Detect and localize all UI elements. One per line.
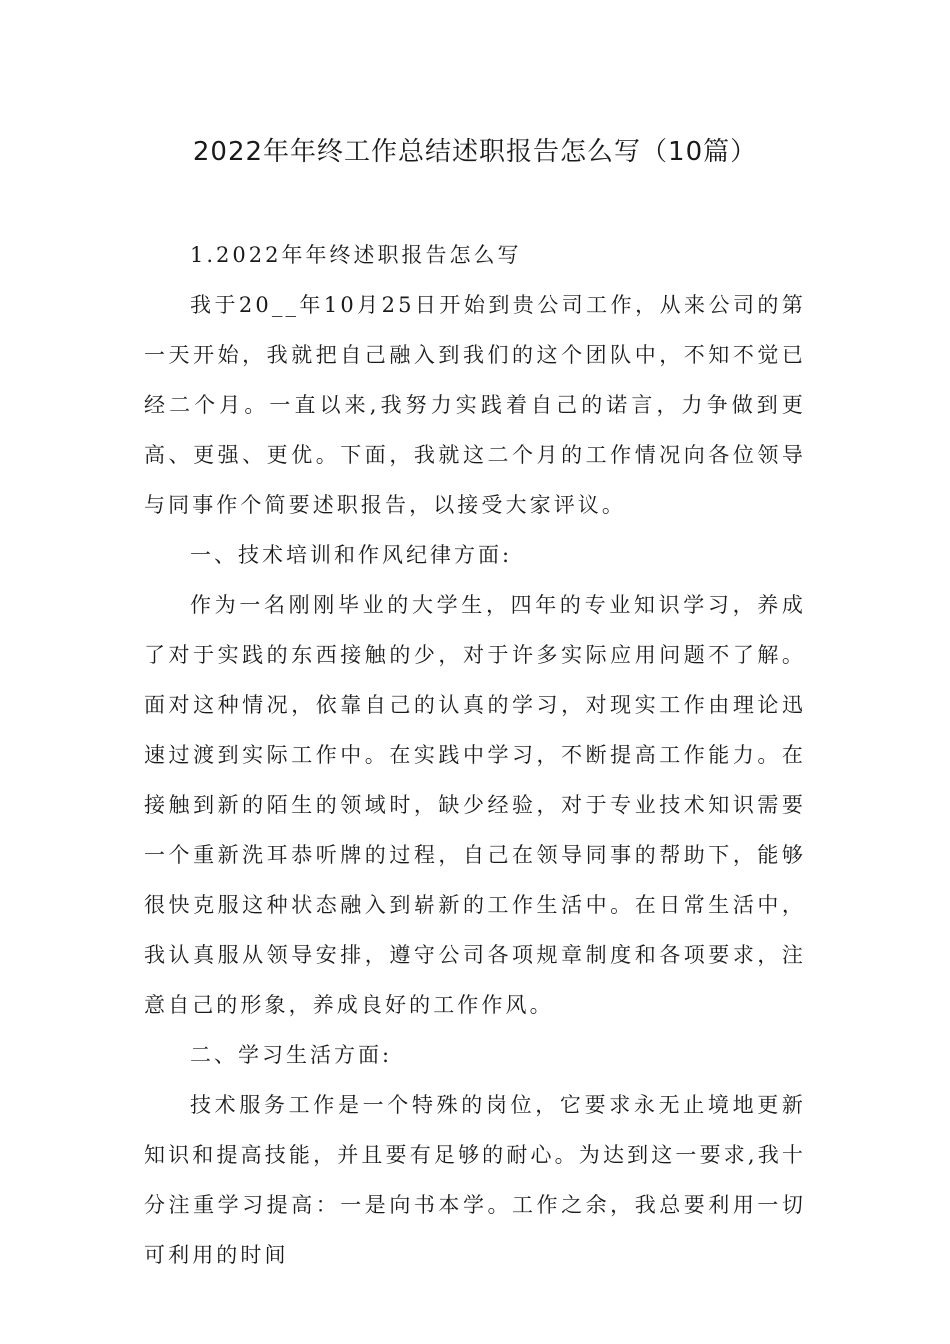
document-body [144, 230, 806, 1280]
body-paragraph-2: 作为一名刚刚毕业的大学生，四年的专业知识学习，养成了对于实践的东西接触的少，对于许多实际应用问题不了解。面对这种情况，依靠自己的认真的学习，对现实工作由理论迅速过渡到实际工作中。在实践中学习，不断提高工作能力。在接触到新的陌生的领域时，缺少经验，对于专业技术知识需要一个重新洗耳恭听牌的过程，自己在领导同事的帮助下，能够很快克服这种状态融入到崭新的工作生活中。在日常生活中，我认真服从领导安排，遵守公司各项规章制度和各项要求，注意自己的形象，养成良好的工作作风。 [144, 593, 806, 1017]
section-heading-1: 1.2022年年终述职报告怎么写 [190, 243, 522, 267]
body-paragraph-3: 技术服务工作是一个特殊的岗位，它要求永无止境地更新知识和提高技能，并且要有足够的耐心。为达到这一要求,我十分注重学习提高：一是向书本学。工作之余，我总要利用一切可利用的时间 [144, 1093, 806, 1267]
body-paragraph-1: 我于20__年10月25日开始到贵公司工作，从来公司的第一天开始，我就把自己融入到我们的这个团队中，不知不觉已经二个月。一直以来,我努力实践着自己的诺言，力争做到更高、更强、更优。下面，我就这二个月的工作情况向各位领导与同事作个简要述职报告，以接受大家评议。 [144, 293, 806, 517]
document-title: 2022年年终工作总结述职报告怎么写（10篇） [192, 137, 758, 167]
section-heading-2: 一、技术培训和作风纪律方面: [190, 543, 513, 567]
section-heading-3: 二、学习生活方面: [190, 1043, 393, 1067]
